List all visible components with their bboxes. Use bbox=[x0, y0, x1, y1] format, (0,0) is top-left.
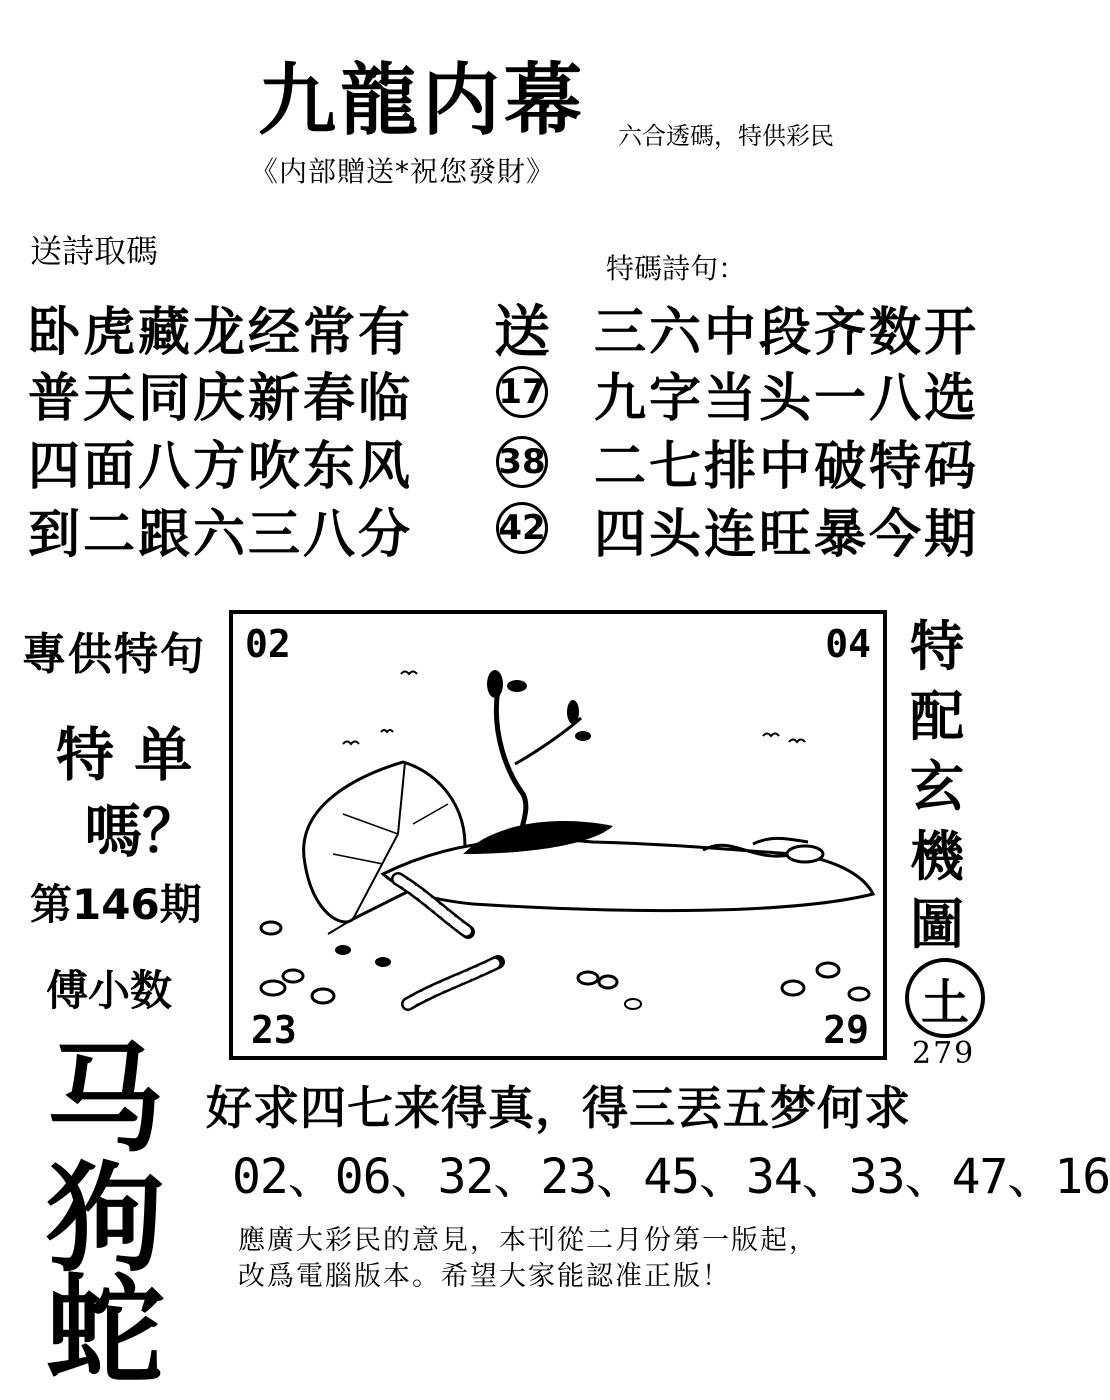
corner-number-bottom-right: 29 bbox=[823, 1008, 869, 1052]
special-poem-line-3: 二七排中破特码 bbox=[594, 437, 980, 497]
special-poem-heading: 特碼詩句： bbox=[606, 252, 747, 285]
right-column-char-1: 特 bbox=[910, 615, 964, 678]
tagline: 《内部贈送*祝您發財》 bbox=[250, 155, 556, 188]
page-code: 279 bbox=[912, 1036, 976, 1071]
corner-number-top-left: 02 bbox=[245, 622, 291, 666]
leaf-silkworm-illustration bbox=[233, 614, 883, 1056]
poem-line-3: 四面八方吹东风 bbox=[28, 437, 414, 497]
page-title: 九龍内幕 bbox=[258, 55, 587, 146]
notice-line-1: 應廣大彩民的意見，本刊從二月份第一版起， bbox=[238, 1225, 818, 1256]
element-badge: 土 bbox=[905, 958, 985, 1038]
zodiac-dog: 狗 bbox=[46, 1149, 165, 1288]
left-column-line-2: 嗎？ bbox=[84, 797, 201, 865]
circled-number-3: 42 bbox=[496, 502, 548, 554]
circled-number-1: 17 bbox=[496, 366, 548, 418]
right-column-char-2: 配 bbox=[910, 685, 964, 748]
left-column-line-1: 特 单 bbox=[56, 721, 193, 789]
subtitle: 六合透碼，特供彩民 bbox=[618, 122, 834, 150]
poem-line-1: 卧虎藏龙经常有 bbox=[28, 303, 414, 363]
corner-number-bottom-left: 23 bbox=[251, 1008, 297, 1052]
right-column-char-5: 圖 bbox=[910, 893, 964, 956]
special-poem-line-4: 四头连旺暴今期 bbox=[594, 505, 980, 565]
bottom-verse: 好求四七来得真，得三丟五梦何求 bbox=[206, 1081, 911, 1135]
hint-text: 傅小数 bbox=[46, 966, 173, 1015]
special-poem-line-2: 九字当头一八选 bbox=[594, 369, 980, 429]
right-column-char-4: 機 bbox=[910, 825, 964, 888]
marker-send: 送 bbox=[494, 300, 550, 365]
special-poem-line-1: 三六中段齐数开 bbox=[594, 303, 980, 363]
left-column-heading: 專供特句 bbox=[22, 629, 206, 680]
zodiac-snake: 蛇 bbox=[46, 1261, 165, 1400]
issue-number: 第146期 bbox=[30, 880, 202, 929]
right-column-char-3: 玄 bbox=[910, 755, 964, 818]
poem-line-2: 普天同庆新春临 bbox=[28, 369, 414, 429]
corner-number-top-right: 04 bbox=[825, 622, 871, 666]
number-list: 02、06、32、23、45、34、33、47、16 bbox=[232, 1149, 1110, 1205]
poem-heading: 送詩取碼 bbox=[30, 232, 159, 270]
poem-line-4: 到二跟六三八分 bbox=[28, 505, 414, 565]
picture-frame bbox=[229, 610, 887, 1060]
circled-number-2: 38 bbox=[496, 436, 548, 488]
notice-line-2: 改爲電腦版本。希望大家能認准正版！ bbox=[238, 1261, 731, 1292]
zodiac-horse: 马 bbox=[46, 1029, 165, 1168]
